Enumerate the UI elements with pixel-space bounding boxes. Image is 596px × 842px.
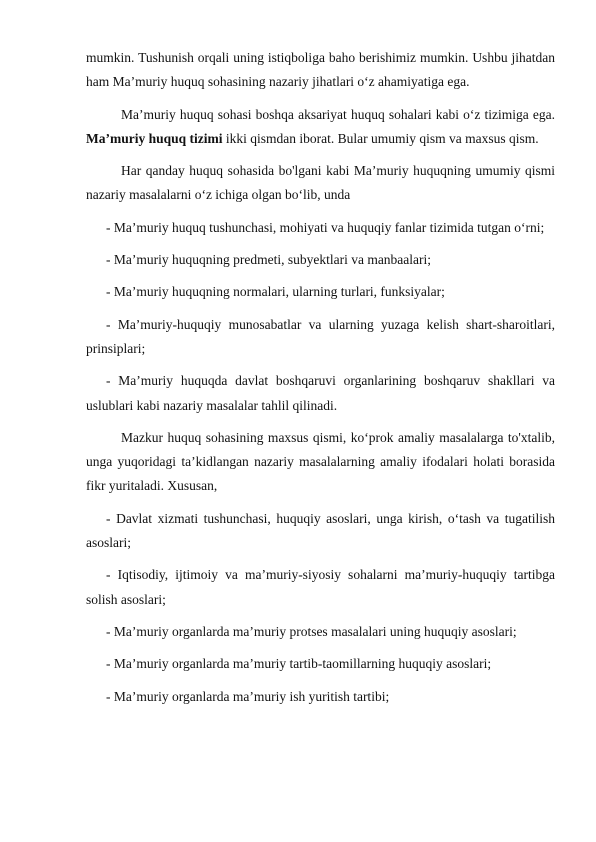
list-item-1: - Ma’muriy huquq tushunchasi, mohiyati va huquqiy fanlar tizimida tutgan o‘rni;	[106, 219, 545, 235]
paragraph-3: Har qanday huquq sohasida bo'lgani kabi Ma’muriy huquqning umumiy qismi nazariy masalalarni o‘z ichiga olgan bo‘lib, unda	[86, 163, 555, 203]
list-item-7: - Iqtisodiy, ijtimoiy va ma’muriy-siyosiy sohalarni ma’muriy-huquqiy tartibga solish asoslari;	[86, 567, 555, 607]
list-item-3: - Ma’muriy huquqning normalari, ularning turlari, funksiyalar;	[106, 284, 445, 300]
paragraph-2-lead: Ma’muriy huquq sohasi boshqa aksariyat huquq sohalari kabi o‘z tizimiga ega.	[121, 106, 555, 122]
list-item-4: - Ma’muriy-huquqiy munosabatlar va ularning yuzaga kelish shart-sharoitlari, prinsiplari;	[86, 316, 555, 356]
list-item-5: - Ma’muriy huquqda davlat boshqaruvi organlarining boshqaruv shakllari va uslublari kabi nazariy masalalar tahlil qilinadi.	[86, 373, 555, 413]
list-item-8: - Ma’muriy organlarda ma’muriy protses masalalari uning huquqiy asoslari;	[106, 623, 517, 639]
paragraph-2-bold-term: Ma’muriy huquq tizimi	[86, 130, 223, 146]
list-item-6: - Davlat xizmati tushunchasi, huquqiy asoslari, unga kirish, o‘tash va tugatilish asoslari;	[86, 510, 555, 551]
paragraph-4: Mazkur huquq sohasining maxsus qismi, ko‘prok amaliy masalalarga to'xtalib, unga yuqoridagi ta’kidlangan nazariy masalalarning amaliy ifodalari holati borasida fikr yuritaladi. Xususan,	[86, 429, 555, 494]
paragraph-2	[86, 103, 555, 152]
paragraph-1: mumkin. Tushunish orqali uning istiqboliga baho berishimiz mumkin. Ushbu jihatdan ham Ma’muriy huquq sohasining nazariy jihatlari o‘z ahamiyatiga ega.	[86, 50, 555, 90]
paragraph-2-tail: ikki qismdan iborat. Bular umumiy qism va maxsus qism.	[222, 130, 539, 146]
list-item-2: - Ma’muriy huquqning predmeti, subyektlari va manbaalari;	[106, 252, 432, 268]
document-page	[86, 46, 555, 709]
list-item-9: - Ma’muriy organlarda ma’muriy tartib-taomillarning huquqiy asoslari;	[106, 656, 492, 672]
list-item-10: - Ma’muriy organlarda ma’muriy ish yuritish tartibi;	[106, 688, 390, 704]
